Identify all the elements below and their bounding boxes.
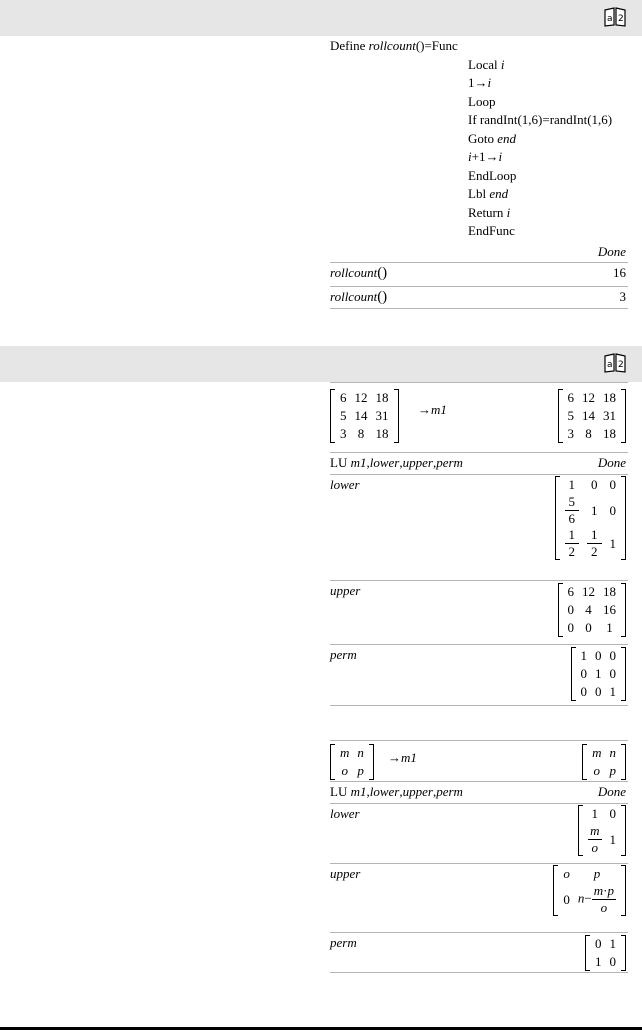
matrix-cell: n− $\frac{m\cdot p}{o}$ xyxy=(577,883,614,915)
matrix-cell: 0 xyxy=(609,954,616,969)
matrix-cell: 0 xyxy=(580,666,587,681)
program-line: Return i xyxy=(468,204,511,220)
matrix-cell: 3 xyxy=(567,426,574,441)
matrix-row xyxy=(336,407,393,425)
matrix-cell: 6 xyxy=(340,390,347,405)
matrix-cell: 0 xyxy=(609,477,616,492)
matrix-cell: m xyxy=(340,745,350,760)
matrix-cell: 8 xyxy=(357,426,365,441)
upper-matrix xyxy=(558,583,627,637)
matrix-row xyxy=(561,494,621,527)
matrix-cell: 12 xyxy=(354,390,368,405)
matrix-cell: o xyxy=(593,763,601,778)
matrix-cell: 0 xyxy=(595,936,602,951)
matrix-row xyxy=(336,744,368,762)
matrix-row xyxy=(559,865,620,883)
upper-label: upper xyxy=(330,866,361,881)
matrix-cell: 6 xyxy=(567,584,574,599)
program-line: EndLoop xyxy=(468,167,517,183)
matrix-cell: 12 xyxy=(582,390,595,405)
matrix-cell: o xyxy=(341,763,348,778)
program-line: Define rollcount()=Func xyxy=(330,38,458,53)
upper-label: upper xyxy=(330,583,361,598)
program-line: If randInt(1,6)=randInt(1,6) xyxy=(468,112,613,127)
matrix-cell: m xyxy=(592,745,602,760)
call-expression: rollcount() xyxy=(330,265,388,281)
matrix-cell: 1 xyxy=(609,831,616,847)
svg-text:a: a xyxy=(607,14,613,24)
section-header-band xyxy=(0,0,642,36)
matrix-cell: 1 xyxy=(606,620,613,635)
matrix-row xyxy=(336,389,393,407)
call-expression: rollcount() xyxy=(330,289,388,305)
store-expression: →m1 xyxy=(418,402,447,417)
matrix-cell: n xyxy=(609,745,616,760)
svg-text:2: 2 xyxy=(618,360,624,370)
program-line: i+1→i xyxy=(468,149,503,164)
matrix-cell: 0 xyxy=(585,620,592,635)
perm-matrix xyxy=(571,647,627,701)
matrix-input xyxy=(330,744,374,780)
matrix-cell: 0 xyxy=(609,648,616,663)
matrix-cell: 0 xyxy=(609,502,616,518)
matrix-row xyxy=(561,476,621,494)
matrix-cell: 5 xyxy=(567,408,574,423)
book-icon xyxy=(604,7,626,27)
matrix-row xyxy=(561,527,621,560)
matrix-row xyxy=(559,883,620,916)
upper-matrix xyxy=(553,865,626,916)
matrix-row xyxy=(564,583,621,601)
matrix-row xyxy=(336,425,393,443)
matrix-cell: $\frac{1}{2}$ xyxy=(583,527,606,560)
matrix-cell: 6 xyxy=(567,390,574,405)
matrix-cell: 0 xyxy=(591,477,598,492)
done-result: Done xyxy=(597,244,626,259)
matrix-cell: 1 xyxy=(591,502,598,518)
matrix-cell: 1 xyxy=(595,666,602,681)
matrix-cell: 1 xyxy=(609,684,616,699)
matrix-cell: 1 xyxy=(595,954,602,969)
matrix-cell: 0 xyxy=(567,620,574,635)
lower-matrix xyxy=(578,805,626,856)
book-icon xyxy=(604,353,626,373)
matrix-input xyxy=(330,389,399,443)
matrix-cell: 31 xyxy=(603,408,616,423)
page-bottom-rule xyxy=(0,1027,642,1030)
matrix-cell: 4 xyxy=(585,602,592,617)
matrix-result xyxy=(582,744,626,780)
matrix-cell: p xyxy=(593,866,601,881)
perm-matrix xyxy=(585,935,626,971)
matrix-cell: 0 xyxy=(567,602,574,617)
store-expression: →m1 xyxy=(388,750,417,765)
svg-text:2: 2 xyxy=(618,14,624,24)
matrix-cell: 0 xyxy=(609,806,616,821)
call-result: 16 xyxy=(613,265,626,280)
program-line: Lbl end xyxy=(468,186,509,201)
perm-label: perm xyxy=(330,935,357,950)
lower-label: lower xyxy=(330,806,360,821)
matrix-row xyxy=(564,619,621,637)
matrix-row xyxy=(577,665,621,683)
done-result: Done xyxy=(597,455,626,470)
matrix-cell: 14 xyxy=(354,408,368,423)
program-line: EndFunc xyxy=(468,223,515,238)
lower-matrix xyxy=(555,476,627,560)
matrix-cell: 3 xyxy=(340,426,347,441)
matrix-cell: 16 xyxy=(603,602,616,617)
matrix-row xyxy=(591,953,620,971)
matrix-row xyxy=(588,744,620,762)
matrix-row xyxy=(588,762,620,780)
matrix-cell: $\frac{m}{o}$ xyxy=(590,823,600,855)
matrix-cell: 12 xyxy=(582,584,595,599)
matrix-row xyxy=(584,805,620,823)
program-line: Loop xyxy=(468,93,496,109)
matrix-cell: 18 xyxy=(603,584,616,599)
matrix-cell: 1 xyxy=(609,936,616,951)
program-line: Goto end xyxy=(468,130,517,146)
program-line: Local i xyxy=(468,56,505,72)
program-line: 1→i xyxy=(468,75,492,90)
matrix-cell: 1 xyxy=(591,806,599,821)
matrix-cell: o xyxy=(563,866,570,881)
matrix-row xyxy=(336,762,368,780)
matrix-cell: 0 xyxy=(609,666,616,681)
matrix-cell: p xyxy=(609,763,616,778)
matrix-row xyxy=(591,935,620,953)
matrix-cell: 18 xyxy=(375,390,389,405)
section-header-band xyxy=(0,346,642,382)
matrix-cell: 0 xyxy=(563,891,570,907)
call-result: 3 xyxy=(619,289,626,304)
lu-command: LU m1,lower,upper,perm xyxy=(330,784,463,799)
matrix-cell: 14 xyxy=(582,408,595,423)
lu-command: LU m1,lower,upper,perm xyxy=(330,455,463,470)
matrix-row xyxy=(564,389,621,407)
matrix-cell: 18 xyxy=(375,426,389,441)
matrix-cell: 8 xyxy=(585,426,592,441)
matrix-row xyxy=(584,823,620,856)
done-result: Done xyxy=(597,784,626,799)
matrix-cell: n xyxy=(357,745,364,760)
matrix-cell: p xyxy=(357,763,364,778)
matrix-cell: 18 xyxy=(603,390,616,405)
matrix-cell: 0 xyxy=(595,648,602,663)
matrix-result xyxy=(558,389,627,443)
matrix-cell: 31 xyxy=(375,408,389,423)
matrix-cell: $\frac{1}{2}$ xyxy=(561,527,584,560)
matrix-row xyxy=(564,601,621,619)
svg-text:a: a xyxy=(607,360,613,370)
matrix-cell: 0 xyxy=(595,684,602,699)
matrix-cell: 18 xyxy=(603,426,616,441)
matrix-cell: 0 xyxy=(580,684,587,699)
matrix-cell: 1 xyxy=(609,535,616,551)
matrix-cell: 5 xyxy=(340,408,347,423)
perm-label: perm xyxy=(330,647,357,662)
lower-label: lower xyxy=(330,477,360,492)
matrix-row xyxy=(564,407,621,425)
matrix-row xyxy=(577,647,621,665)
matrix-row xyxy=(564,425,621,443)
matrix-cell: 1 xyxy=(568,477,575,492)
matrix-cell: $\frac{5}{6}$ xyxy=(561,494,584,527)
matrix-cell: 1 xyxy=(580,648,587,663)
matrix-row xyxy=(577,683,621,701)
